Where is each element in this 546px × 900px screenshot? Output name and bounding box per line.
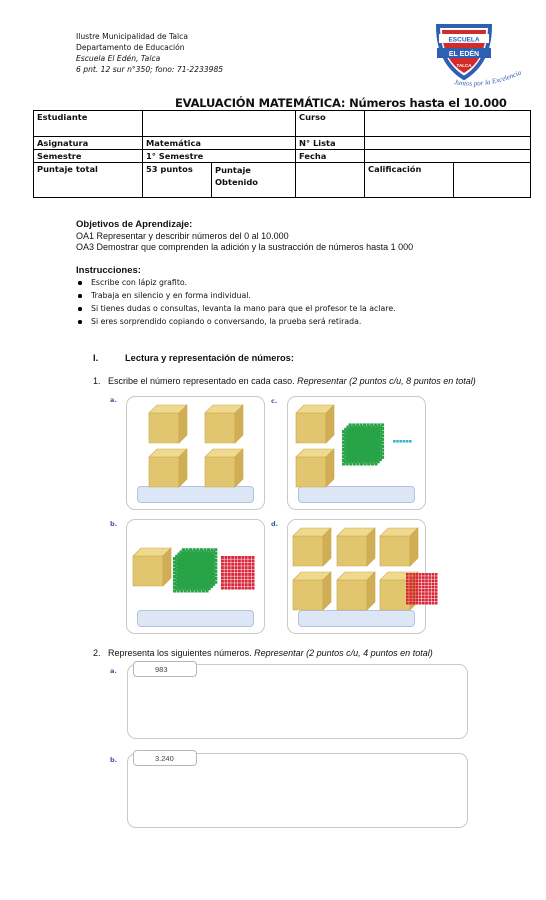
- puntaje-total-label: Puntaje total: [34, 163, 143, 198]
- hundred-flat: [428, 595, 431, 598]
- hundred-flat: [432, 576, 435, 579]
- hundred-flat: [432, 573, 435, 576]
- puntaje-total-value: 53 puntos: [143, 163, 212, 197]
- student-info-table: [33, 110, 531, 198]
- logo-top-text: ESCUELA: [448, 36, 480, 44]
- semestre-value: 1° Semestre: [143, 150, 296, 163]
- fecha-field[interactable]: [365, 150, 531, 163]
- page-title: EVALUACIÓN MATEMÁTICA: Números hasta el 10.000: [175, 96, 507, 110]
- hundred-flat: [435, 595, 438, 598]
- hundred-flat: [432, 592, 435, 595]
- hundred-flat: [435, 602, 438, 605]
- nlista-label: N° Lista: [296, 137, 365, 150]
- estudiante-label: Estudiante: [34, 111, 143, 137]
- q1-label-b: b.: [110, 520, 118, 528]
- hundred-flat: [428, 592, 431, 595]
- school-logo: [424, 20, 536, 94]
- list-item: Si eres sorprendido copiando o conversando, la prueba será retirada.: [75, 315, 396, 328]
- estudiante-field[interactable]: [143, 111, 296, 137]
- question-1: 1. Escribe el número representado en cada caso. Representar (2 puntos c/u, 8 puntos en total): [93, 376, 476, 386]
- q1-panel-a: [126, 396, 265, 510]
- objetivos-section: [76, 219, 413, 254]
- hundred-flat: [432, 583, 435, 586]
- q1-label-c: c.: [271, 397, 278, 405]
- hundred-flat: [435, 579, 438, 582]
- curso-field[interactable]: [365, 111, 531, 137]
- nlista-field[interactable]: [365, 137, 531, 150]
- q1-label-d: d.: [271, 520, 279, 528]
- hundred-flat: [432, 599, 435, 602]
- logo-motto: Juntos por la Excelencia: [453, 68, 523, 88]
- hundred-flat: [428, 602, 431, 605]
- q1-answer-b[interactable]: [137, 610, 254, 627]
- puntaje-obtenido-field[interactable]: [296, 163, 365, 198]
- hundred-flat: [432, 586, 435, 589]
- calificacion-field[interactable]: [454, 163, 531, 198]
- q2-label-a: a.: [110, 667, 117, 675]
- hundred-flat: [432, 579, 435, 582]
- instrucciones-title: Instrucciones:: [76, 265, 141, 276]
- q1-answer-c[interactable]: [298, 486, 415, 503]
- q1-panel-d: [287, 519, 426, 634]
- list-item: Trabaja en silencio y en forma individual.: [75, 289, 396, 302]
- semestre-label: Semestre: [34, 150, 143, 163]
- hundred-flat: [428, 586, 431, 589]
- logo-middle-text: EL EDÉN: [448, 51, 480, 58]
- hundred-flat: [435, 576, 438, 579]
- q2-number-b: 3.240: [133, 750, 197, 766]
- hundred-flat: [428, 576, 431, 579]
- hundred-flat: [435, 573, 438, 576]
- curso-label: Curso: [296, 111, 365, 137]
- hundred-flat: [435, 599, 438, 602]
- hundred-flat: [428, 589, 431, 592]
- hundred-flat: [435, 586, 438, 589]
- objetivos-title: Objetivos de Aprendizaje:: [76, 219, 193, 230]
- hundred-flat: [432, 595, 435, 598]
- hundred-flat: [428, 583, 431, 586]
- instrucciones-list: [75, 276, 396, 328]
- objetivo-oa1: OA1 Representar y describir números del 0 al 10.000: [76, 230, 289, 241]
- q1-answer-d[interactable]: [298, 610, 415, 627]
- puntaje-obtenido-label: Puntaje Obtenido: [215, 165, 258, 187]
- calificacion-label: Calificación: [365, 163, 454, 198]
- school-header: [76, 31, 223, 75]
- hundred-flat: [428, 599, 431, 602]
- asignatura-label: Asignatura: [34, 137, 143, 150]
- q1-panel-c: [287, 396, 426, 510]
- q1-label-a: a.: [110, 396, 117, 404]
- hundred-flat: [435, 589, 438, 592]
- hundred-flat: [435, 592, 438, 595]
- list-item: Escribe con lápiz grafito.: [75, 276, 396, 289]
- objetivo-oa3: OA3 Demostrar que comprenden la adición y la sustracción de números hasta 1 000: [76, 242, 414, 252]
- header-line1: Ilustre Municipalidad de Talca: [76, 32, 188, 41]
- asignatura-value: Matemática: [143, 137, 296, 150]
- hundred-flat: [428, 579, 431, 582]
- fecha-label: Fecha: [296, 150, 365, 163]
- q2-label-b: b.: [110, 756, 118, 764]
- section-heading: I. Lectura y representación de números:: [93, 353, 294, 363]
- header-line2: Departamento de Educación: [76, 43, 185, 52]
- hundred-flat: [432, 602, 435, 605]
- hundred-flat: [432, 589, 435, 592]
- question-2: 2. Representa los siguientes números. Representar (2 puntos c/u, 4 puntos en total): [93, 648, 433, 658]
- q1-answer-a[interactable]: [137, 486, 254, 503]
- hundred-flat: [428, 573, 431, 576]
- list-item: Si tienes dudas o consultas, levanta la mano para que el profesor te la aclare.: [75, 302, 396, 315]
- q1-panel-b: [126, 519, 265, 634]
- header-line4: 6 pnt. 12 sur n°350; fono: 71-2233985: [76, 65, 224, 74]
- q2-number-a: 983: [133, 661, 197, 677]
- header-line3: Escuela El Edén, Talca: [76, 54, 161, 63]
- logo-bottom-text: TALCA: [456, 63, 472, 68]
- hundred-flat: [435, 583, 438, 586]
